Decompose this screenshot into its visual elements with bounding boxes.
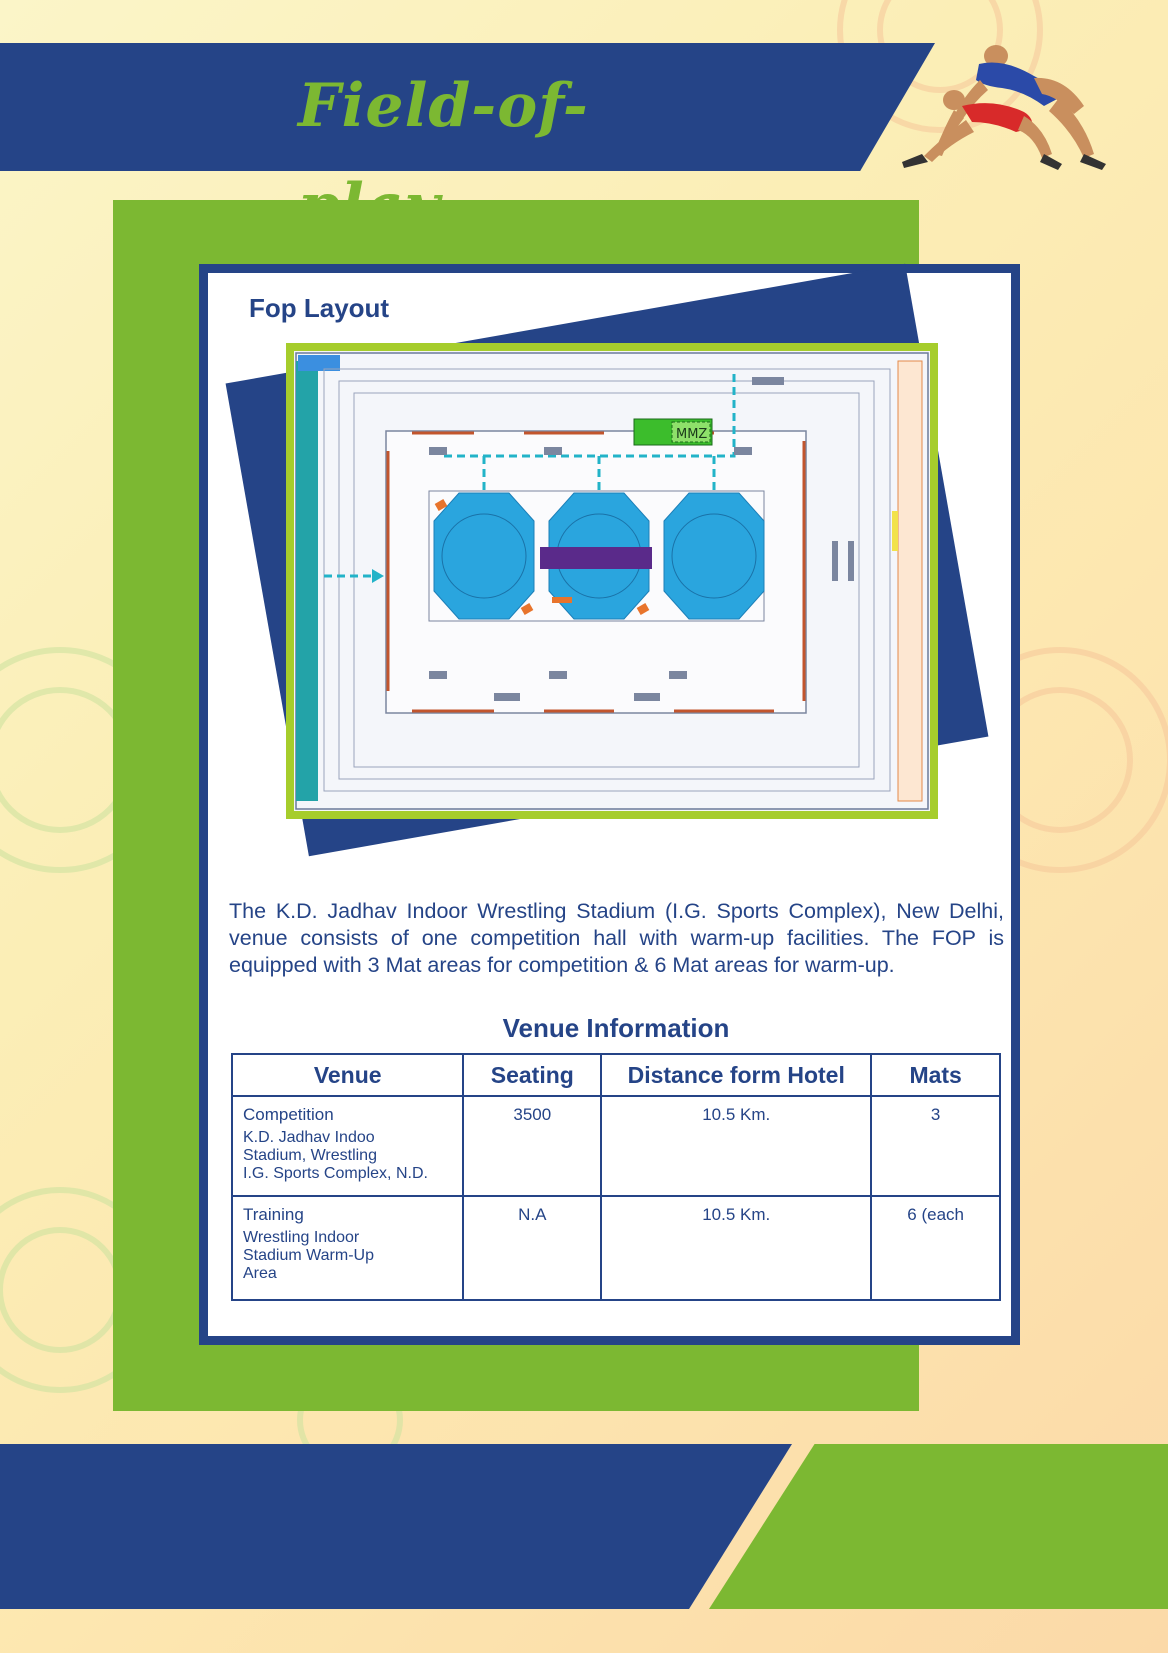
header-distance: Distance form Hotel	[601, 1054, 871, 1096]
footer-blue-band	[0, 1444, 792, 1609]
table-row	[232, 1196, 1000, 1300]
header-venue: Venue	[232, 1054, 463, 1096]
venue-information-heading: Venue Information	[502, 1013, 730, 1043]
venue-cell	[232, 1196, 463, 1300]
venue-type: Competition	[243, 1105, 334, 1124]
header-mats: Mats	[871, 1054, 1000, 1096]
page-title: Field-of-	[298, 71, 589, 141]
venue-name-line: Wrestling Indoor	[243, 1229, 360, 1246]
seating-cell: N.A	[463, 1196, 601, 1300]
venue-table	[231, 1053, 1001, 1301]
mats-cell: 6 (each	[871, 1196, 1000, 1300]
distance-cell: 10.5 Km.	[601, 1196, 871, 1300]
header-seating: Seating	[463, 1054, 601, 1096]
venue-type: Training	[243, 1205, 304, 1224]
venue-name-line: Area	[243, 1265, 277, 1282]
table-row	[232, 1096, 1000, 1196]
venue-description: The K.D. Jadhav Indoor Wrestling Stadium (I.G. Sports Complex), New Delhi, venue consists of one competition hall with warm-up facilities. The FOP is equipped with 3 Mat areas for competition & 6 Mat areas for warm-up.	[229, 899, 1004, 977]
venue-name-line: I.G. Sports Complex, N.D.	[243, 1165, 428, 1182]
table-header-row	[232, 1054, 1000, 1096]
wrestlers-illustration	[884, 36, 1134, 176]
mats-cell: 3	[871, 1096, 1000, 1196]
mmz-label: MMZ	[676, 427, 708, 442]
fop-layout-heading: Fop Layout	[249, 293, 390, 323]
venue-cell	[232, 1096, 463, 1196]
venue-name-line: Stadium Warm-Up	[243, 1247, 374, 1264]
venue-name-line: Stadium, Wrestling	[243, 1147, 377, 1164]
floor-plan-drawing	[294, 351, 930, 811]
seating-cell: 3500	[463, 1096, 601, 1196]
venue-name-line: K.D. Jadhav Indoo	[243, 1129, 375, 1146]
distance-cell: 10.5 Km.	[601, 1096, 871, 1196]
fop-layout-plan	[286, 343, 938, 819]
